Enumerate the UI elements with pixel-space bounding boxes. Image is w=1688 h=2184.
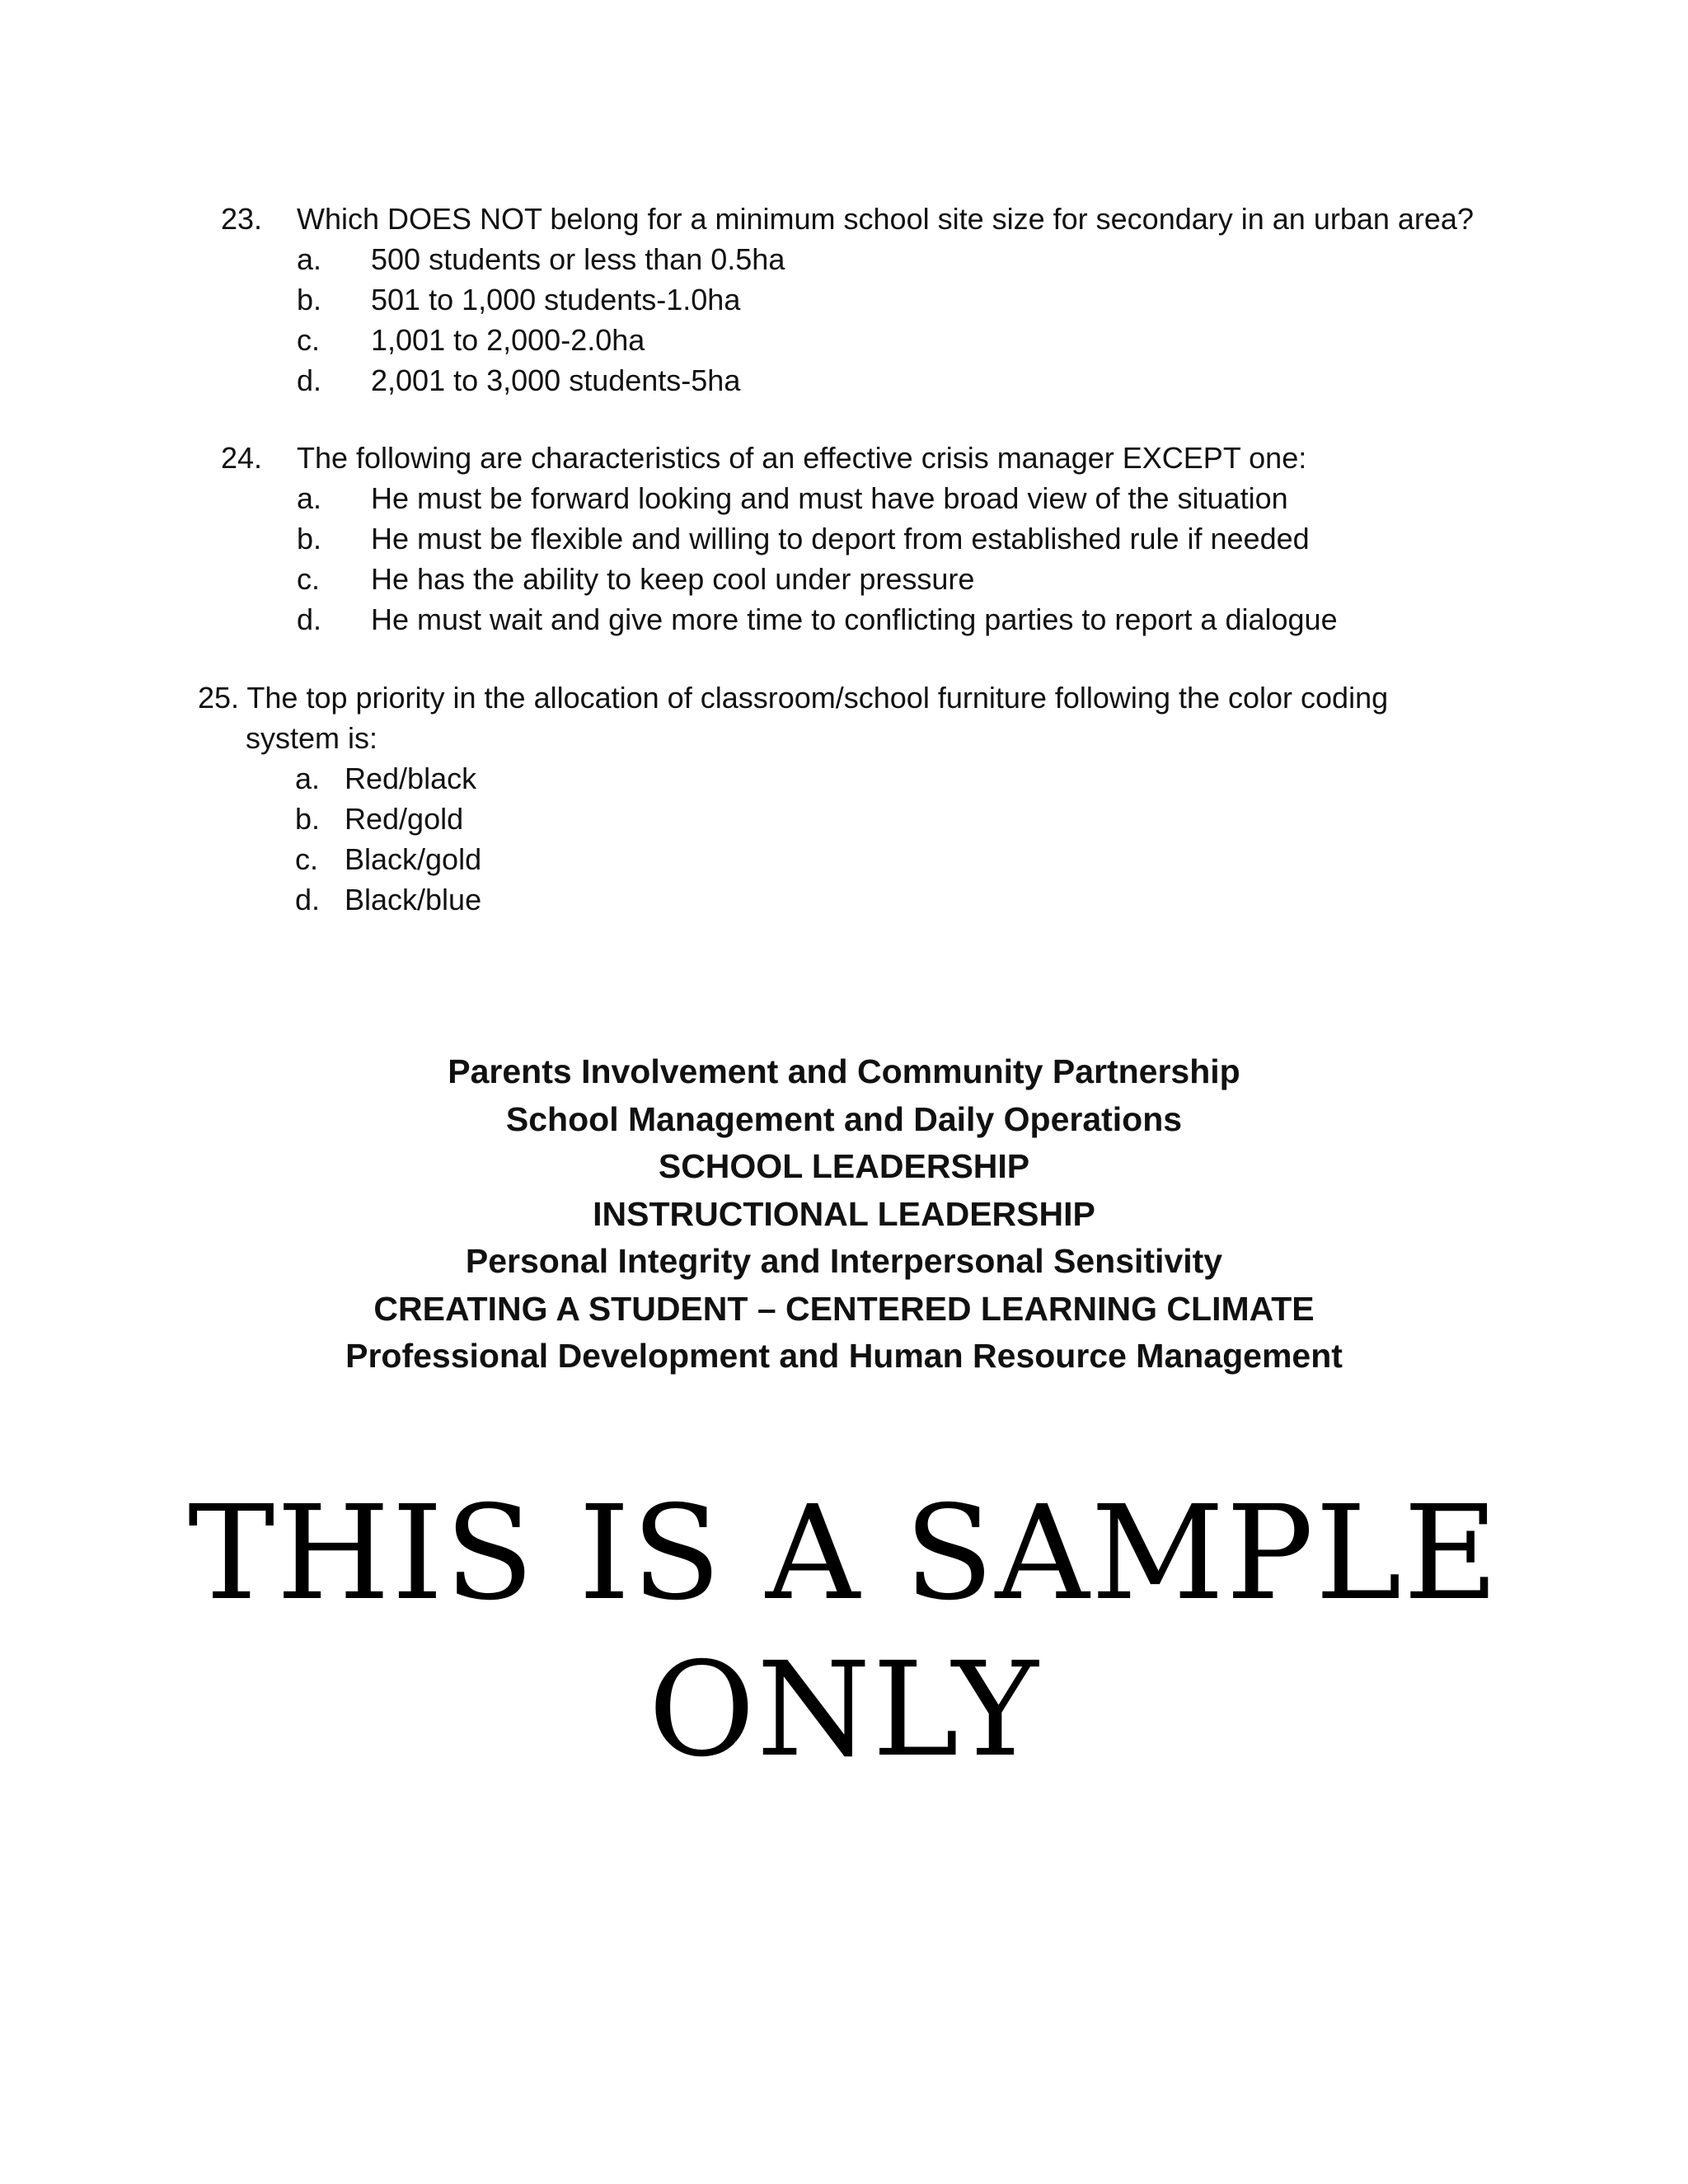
option-a: [0, 478, 1688, 518]
question-text-line-2: system is:: [246, 721, 378, 755]
option-text: Red/gold: [345, 802, 464, 836]
option-d: [0, 599, 1688, 640]
option-text: He must wait and give more time to conflicting parties to report a dialogue: [371, 602, 1338, 636]
question-text: The following are characteristics of an effective crisis manager EXCEPT one:: [297, 441, 1307, 475]
option-text: He has the ability to keep cool under pressure: [371, 562, 975, 596]
domain-heading: School Management and Daily Operations: [505, 1099, 1183, 1138]
option-text: Black/blue: [345, 883, 482, 916]
option-text: Black/gold: [345, 842, 482, 876]
option-a: [0, 239, 1688, 279]
option-letter: d.: [295, 883, 321, 916]
option-letter: c.: [297, 323, 321, 357]
question-25: [0, 677, 1688, 920]
option-letter: a.: [295, 762, 321, 795]
option-letter: b.: [297, 283, 322, 316]
sample-watermark: [0, 1475, 1688, 1788]
question-24: [0, 438, 1688, 640]
option-b: [0, 279, 1688, 320]
option-text: 501 to 1,000 students-1.0ha: [371, 283, 741, 316]
option-letter: c.: [297, 562, 321, 596]
option-text: 1,001 to 2,000-2.0ha: [371, 323, 645, 357]
option-c: [0, 839, 1688, 879]
question-number: 24.: [221, 441, 263, 475]
question-number: 25.: [198, 681, 240, 715]
option-letter: c.: [295, 842, 319, 876]
question-23: [0, 199, 1688, 401]
question-number-and-text: [198, 677, 1388, 718]
question-text: Which DOES NOT belong for a minimum school site size for secondary in an urban area?: [297, 202, 1474, 236]
domain-heading: Parents Involvement and Community Partnership: [448, 1052, 1240, 1090]
domain-list: [0, 1048, 1688, 1380]
question-stem: [0, 199, 1688, 239]
option-text: He must be flexible and willing to deport from established rule if needed: [371, 522, 1310, 555]
option-c: [0, 559, 1688, 599]
domain-heading: INSTRUCTIONAL LEADERSHIP: [593, 1194, 1095, 1233]
option-letter: d.: [297, 602, 322, 636]
option-d: [0, 879, 1688, 920]
domain-heading: Personal Integrity and Interpersonal Sensitivity: [465, 1242, 1223, 1280]
domain-heading: CREATING A STUDENT – CENTERED LEARNING CLIMATE: [373, 1289, 1315, 1328]
option-text: Red/black: [345, 762, 477, 795]
question-number: 23.: [221, 202, 263, 236]
watermark-line-2: ONLY: [648, 1634, 1040, 1786]
option-d: [0, 360, 1688, 401]
option-b: [0, 799, 1688, 839]
option-letter: b.: [295, 802, 321, 836]
option-text: 2,001 to 3,000 students-5ha: [371, 363, 741, 397]
domain-heading: Professional Development and Human Resource Management: [345, 1337, 1343, 1375]
option-c: [0, 320, 1688, 360]
question-text-line-1: The top priority in the allocation of classroom/school furniture following the color coding: [246, 681, 1389, 715]
option-letter: a.: [297, 481, 322, 515]
option-text: 500 students or less than 0.5ha: [371, 242, 785, 276]
watermark-line-1: THIS IS A SAMPLE: [188, 1478, 1500, 1629]
question-stem-continuation: [0, 718, 1688, 758]
option-a: [0, 758, 1688, 799]
option-b: [0, 518, 1688, 559]
option-letter: b.: [297, 522, 322, 555]
domain-heading: SCHOOL LEADERSHIP: [658, 1147, 1030, 1185]
option-letter: d.: [297, 363, 322, 397]
option-text: He must be forward looking and must have broad view of the situation: [371, 481, 1288, 515]
question-stem: [0, 677, 1688, 718]
option-letter: a.: [297, 242, 322, 276]
question-stem: [0, 438, 1688, 478]
